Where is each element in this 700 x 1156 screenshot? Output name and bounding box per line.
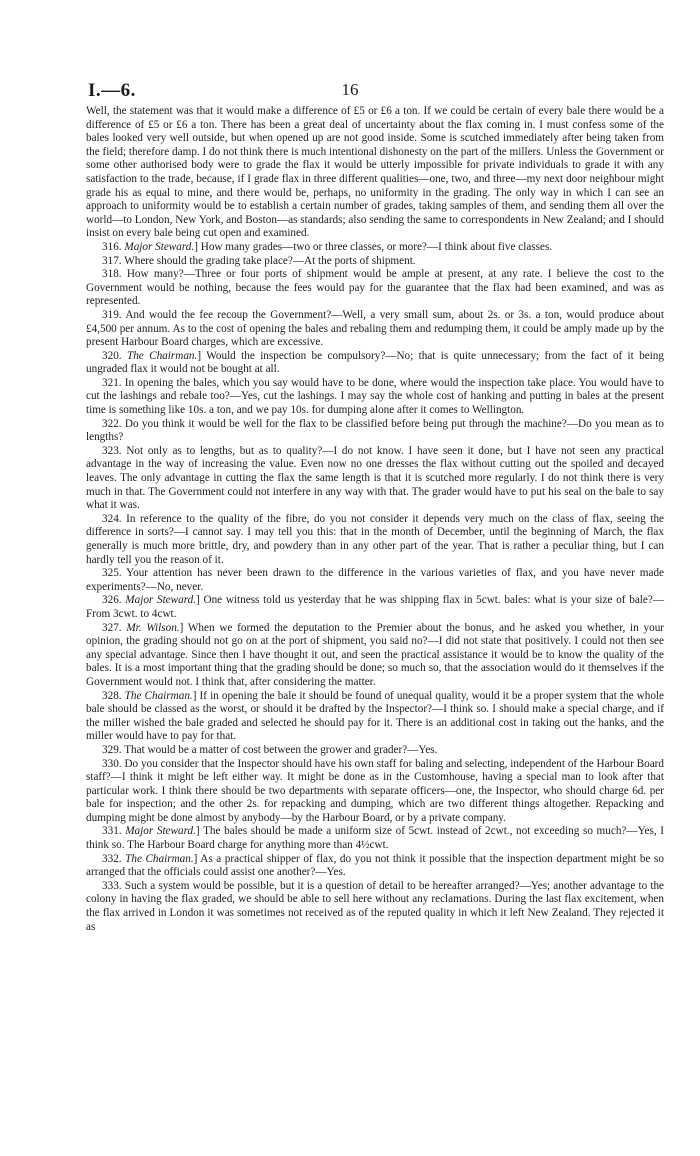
question-number: 333. xyxy=(102,879,122,892)
paragraph xyxy=(86,513,664,567)
paragraph-text: As a practical shipper of flax, do you not think it possible that the inspection department might be so arranged that the officials could assist one another?—Yes. xyxy=(86,852,664,879)
paragraph-text: Your attention has never been drawn to the difference in the various varieties of flax, and you have never made experiments?—No, never. xyxy=(86,567,664,593)
speaker: Major Steward. xyxy=(125,825,196,838)
question-number: 325. xyxy=(102,567,122,580)
paragraph xyxy=(86,268,664,309)
paragraph-text: One witness told us yesterday that he was shipping flax in 5cwt. bales: what is your size of bale?—From 3cwt. to 4cwt. xyxy=(86,594,665,620)
paragraph: 316. Major Steward.] How many grades—two or three classes, or more?—I think about five classes. xyxy=(102,240,553,253)
paragraph-text: How many grades—two or three classes, or more?—I think about five classes. xyxy=(200,240,553,253)
question-number: 318. xyxy=(102,268,122,281)
speaker: The Chairman. xyxy=(125,852,194,865)
paragraph: 327. Mr. Wilson.] When we formed the deputation to the Premier about the bonus, and he asked you whether, in your opinion, the grading should not go on at the port of shipment, you said no?—I did not state that positively. I could not then see any special advantage. Since then I have thought it out, and seen the practical assistance it would be to know the quality of the bales. It is a most important thing that the grading should be done; so much so, that the association would do it themselves if the Government would not. I think that, after considering the matter. xyxy=(86,621,665,688)
paragraph-text: How many?—Three or four ports of shipment would be ample at present, at any rate. I believe the cost to the Government would be nothing, because the fees would pay for the guarantee that the flax had been examined, and was as represented. xyxy=(86,268,665,308)
paragraph: 332. The Chairman.] As a practical shipper of flax, do you not think it possible that the inspection department might be so arranged that the officials could assist one another?—Yes. xyxy=(86,852,664,879)
paragraph: 326. Major Steward.] One witness told us yesterday that he was shipping flax in 5cwt. bales: what is your size of bale?—From 3cwt. to 4cwt. xyxy=(86,594,665,620)
question-number: 321. xyxy=(102,376,122,389)
question-number: 316. xyxy=(102,240,122,253)
paragraph: 320. The Chairman.] Would the inspection be compulsory?—No; that is quite unnecessary; from the fact of it being ungraded flax it would not be bought at all. xyxy=(86,349,664,376)
paragraph-text: That would be a matter of cost between the grower and grader?—Yes. xyxy=(124,743,438,756)
paper-reference: I.—6. xyxy=(88,80,136,101)
paragraph xyxy=(86,880,664,934)
paragraph xyxy=(86,418,664,445)
question-number: 320. xyxy=(102,349,122,362)
question-number: 323. xyxy=(102,444,122,457)
paragraph xyxy=(86,567,664,594)
paragraph-text: And would the fee recoup the Government?—Well, a very small sum, about 2s. or 3s. a ton, would produce about £4,500 per annum. As to the cost of opening the bales and rebaling them and redumping them, it could be amply made up by the present Harbour Board charges, which are excessive. xyxy=(86,308,664,349)
question-number: 332. xyxy=(102,852,122,865)
question-number: 327. xyxy=(102,621,122,634)
speaker: Major Steward. xyxy=(124,240,195,253)
speaker: The Chairman. xyxy=(124,689,193,702)
paragraph-text: When we formed the deputation to the Premier about the bonus, and he asked you whether, in your opinion, the grading should not go on at the port of shipment, you said no?—I did not state that positively. I could not then see any special advantage. Since then I have thought it out, and seen the practical assistance it would be to know the quality of the bales. It is a most important thing that the grading should be done; so much so, that the association would do it themselves if the Government would not. I think that, after considering the matter. xyxy=(86,621,665,688)
paragraph-text: In opening the bales, which you say would have to be done, where would the inspection take place. You would have to cut the lashings and rebale too?—Yes, cut the lashings. I may say the whole cost of hanking and putting in bales at the present time is something like 10s. a ton, and we pay 10s. for dumping alone after it comes to Wellington. xyxy=(86,376,665,417)
paragraph xyxy=(86,255,664,269)
paragraph xyxy=(86,309,664,350)
paragraph xyxy=(86,744,664,758)
question-number: 328. xyxy=(102,689,122,702)
question-number: 329. xyxy=(102,743,122,756)
question-number: 317. xyxy=(102,254,122,267)
question-number: 331. xyxy=(102,825,122,838)
question-number: 319. xyxy=(102,308,122,321)
question-number: 324. xyxy=(102,512,122,525)
paragraph-text: Well, the statement was that it would make a difference of £5 or £6 a ton. If we could be certain of every bale there would be a difference of £5 or £6 a ton. There has been a great deal of uncertainty about the flax coming in. I must confess some of the bales looked very well outside, but when opened up are not good inside. Some is scutched immediately after being taken from the field; therefore damp. I do not think there is much intentional dishonesty on the part of the millers. Unless the Government or some other authorised body were to grade the flax it would be utterly impossible for private individuals to grade it with any satisfaction to the trade, because, if I grade flax in three different qualities—one, two, and three—my next door neighbour might grade his as equal to mine, and there would be, perhaps, no uniformity in the grading. The only way in which I can see an approach to uniformity would be to establish a certain number of grades, taking samples of them, and sending them all over the world—to London, New York, and Boston—as standards; also sending the same to correspondents in New Zealand; and I should insist on every bale being cut open and examined. xyxy=(86,105,664,240)
paragraph-text: Such a system would be possible, but it is a question of detail to be hereafter arranged?—Yes; another advantage to the colony in having the flax graded, we should be able to sell here without any reclamations. During the last flax excitement, when the flax arrived in London it was sometimes not received as of the reputed quality in which it left New Zealand. They rejected it as xyxy=(86,879,664,933)
paragraph-text: Not only as to lengths, but as to quality?—I do not know. I have seen it done, but I have not seen any practical advantage in the way of increasing the value. Even now no one dresses the flax without cutting out the spoiled and decayed leaves. The only advantage in cutting the flax the same length is that it is scutched more regularly. I do not think there is very much in that. The Government could not interfere in any way with that. The grader would have to put his seal on the bale to say what it was. xyxy=(86,444,664,512)
paragraph xyxy=(86,377,664,418)
paragraph: 328. The Chairman.] If in opening the bale it should be found of unequal quality, would it be a proper system that the whole bale should be classed as the worst, or should it be drafted by the Inspector?—I think so. I should make a special charge, and if the miller wished the bale graded and selected he should pay for it. There is an additional cost in taking out the hanks, and the miller would have to pay for that. xyxy=(86,689,665,743)
speaker: Mr. Wilson. xyxy=(126,621,180,634)
testimony-body xyxy=(86,105,664,934)
paragraph-text: The bales should be made a uniform size of 5cwt. instead of 2cwt., not exceeding so much?—Yes, I think so. The Harbour Board charge for anything more than 4½cwt. xyxy=(86,825,665,852)
question-number: 330. xyxy=(102,757,122,770)
page-number: 16 xyxy=(341,80,359,99)
paragraph xyxy=(86,105,664,241)
paragraph: 331. Major Steward.] The bales should be made a uniform size of 5cwt. instead of 2cwt., not exceeding so much?—Yes, I think so. The Harbour Board charge for anything more than 4½cwt. xyxy=(86,825,665,852)
question-number: 326. xyxy=(102,594,122,607)
speaker: The Chairman. xyxy=(126,349,198,362)
paragraph-text: Do you consider that the Inspector should have his own staff for baling and selecting, independent of the Harbour Board staff?—I think it might be left either way. It might be done as in the Customhouse, having a special man to look after that particular work. I think there should be two departments with separate officers—one, the Inspector, who should charge 6d. per bale for inspection; and the other 2s. for repacking and dumping, which are two different things altogether. Repacking and dumping might be done almost by anybody—by the Harbour Board, or by a private company. xyxy=(86,757,664,824)
speaker: Major Steward. xyxy=(125,594,197,607)
paragraph-text: If in opening the bale it should be found of unequal quality, would it be a proper system that the whole bale should be classed as the worst, or should it be drafted by the Inspector?—I think so. I should make a special charge, and if the miller wished the bale graded and selected he should pay for it. There is an additional cost in taking out the hanks, and the miller would have to pay for that. xyxy=(86,689,665,743)
paragraph-text: Do you think it would be well for the flax to be classified before being put through the machine?—Do you mean as to lengths? xyxy=(86,417,665,444)
paragraph xyxy=(86,758,664,826)
paragraph-text: In reference to the quality of the fibre, do you not consider it depends very much on the class of flax, seeing the difference in sorts?—I cannot say. I may tell you this: that in the month of December, until the beginning of March, the flax generally is much more brittle, dry, and powdery than in any other part of the year. That is rather a peculiar thing, but I can hardly tell you the reason of it. xyxy=(86,512,665,566)
question-number: 322. xyxy=(102,417,122,430)
paragraph-text: Where should the grading take place?—At the ports of shipment. xyxy=(124,254,416,267)
paragraph xyxy=(86,445,664,513)
paragraph-text: Would the inspection be compulsory?—No; that is quite unnecessary; from the fact of it being ungraded flax it would not be bought at all. xyxy=(86,349,664,376)
